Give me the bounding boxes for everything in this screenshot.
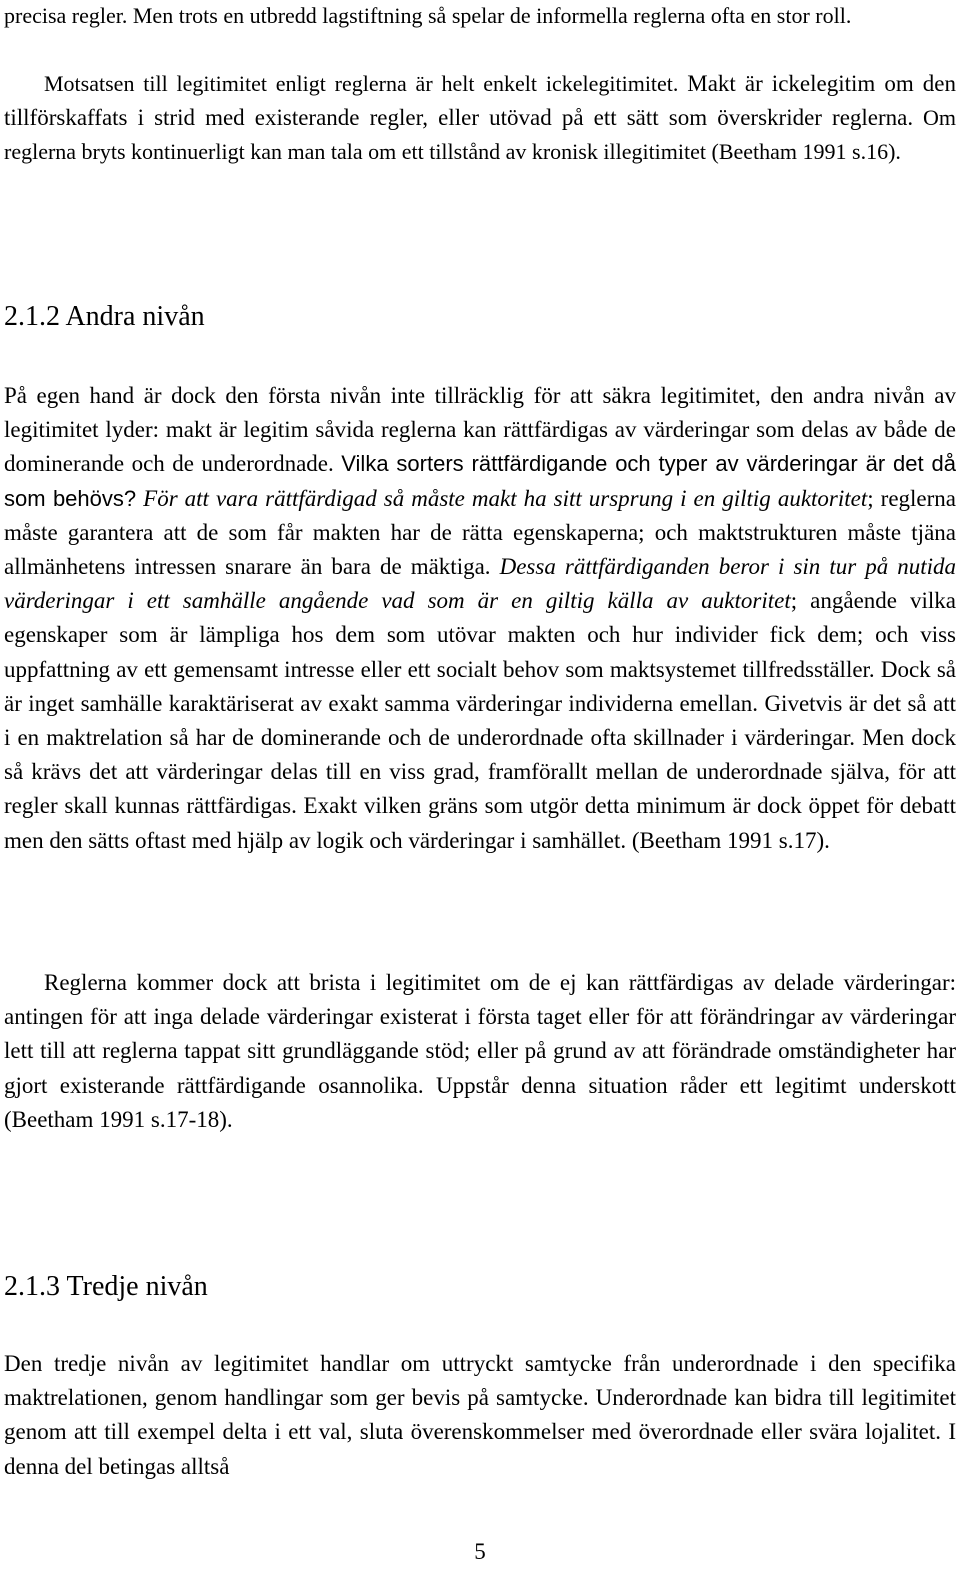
section-heading-2-1-2: 2.1.2 Andra nivån — [4, 301, 205, 332]
s212-text-b: Vilka sorters rättfärdigande och typer av värderingar är det då som behövs? — [4, 451, 956, 511]
s212-text-d: ; reglerna måste garantera att de som får makten har de rätta egenskaperna; och maktstrukturen måste tjäna allmänhetens intressen snarare än bara de mäktiga. — [4, 485, 956, 580]
s212-text-i: Men dock så krävs det att värderingar delas till en viss grad, framförallt mellan de underordnade själva, för att regler skall kunnas rättfärdigas. — [4, 725, 956, 819]
intro-line-2: Motsatsen till legitimitet enligt reglerna är helt enkelt ickelegitimitet. — [44, 71, 679, 96]
s212-text-e-italic: Dessa rättfärdiganden beror i sin tur på nutida värderingar i ett samhälle angående vad som är en giltig källa av auktoritet — [4, 554, 957, 614]
page-number: 5 — [474, 1539, 486, 1564]
section-heading-2-1-3: 2.1.3 Tredje nivån — [4, 1271, 208, 1302]
intro-paragraph-2 — [4, 67, 956, 170]
intro-line-1: precisa regler. Men trots en utbredd lagstiftning så spelar de informella reglerna ofta en stor roll. — [4, 3, 852, 28]
section-2-1-2-paragraph-2: Reglerna kommer dock att brista i legitimitet om de ej kan rättfärdigas av delade värderingar: antingen för att inga delade värderingar existerat i första taget eller för att förändringar av värderingar lett till att reglerna tappat sitt grundläggande stöd; eller på grund av att förändrade omständigheter har gjort existerande rättfärdigande osannolika. Uppstår denna situation råder ett legitimt underskott (Beetham 1991 s.17-18). — [4, 970, 956, 1132]
s212-text-h: Givetvis är det så att i en maktrelation så har de dominerande och de underordnade ofta skillnader i värderingar. — [4, 690, 956, 751]
intro-sentence-1: Makt är ickelegitim om den tillförskaffats i strid med existerande regler, eller utövad på ett sätt som överskrider reglerna. — [4, 71, 957, 131]
intro-paragraph — [4, 0, 956, 33]
section-2-1-2-paragraph-1 — [4, 379, 956, 858]
s212-text-c-italic: För att vara rättfärdigad så måste makt ha sitt ursprung i en giltig auktoritet — [143, 485, 868, 511]
s212-text-f: ; angående vilka egenskaper som är lämpliga hos dem som utövar makten och hur individer fick dem; och viss uppfattning av ett gemensamt intresse eller ett socialt behov som maktsystemet tillfredsställer. — [4, 588, 957, 682]
s212-text-a: På egen hand är dock den första nivån inte tillräcklig för att säkra legitimitet, den andra nivån av legitimitet lyder: makt är legitim såvida reglerna kan rättfärdigas av värderingar som delas av både de dominerande och de underordnade. — [4, 383, 956, 477]
section-2-1-3-paragraph-1: Den tredje nivån av legitimitet handlar om uttryckt samtycke från underordnade i den specifika maktrelationen, genom handlingar som ger bevis på samtycke. Underordnade kan bidra till legitimitet genom att till exempel delta i ett val, sluta överenskommelser med överordnade eller svära lojalitet. I denna del betingas alltså — [4, 1351, 956, 1479]
intro-sentence-2: Om reglerna bryts kontinuerligt kan man tala om ett tillstånd av kronisk illegitimitet (Beetham 1991 s.16). — [4, 105, 956, 165]
s212-text-g: Dock så är inget samhälle karaktäriserat av exakt samma värderingar individerna emellan. — [4, 656, 957, 716]
s212-text-j: Exakt vilken gräns som utgör detta minimum är dock öppet för debatt men den sätts oftast med hjälp av logik och värderingar i samhället. (Beetham 1991 s.17). — [4, 793, 957, 853]
